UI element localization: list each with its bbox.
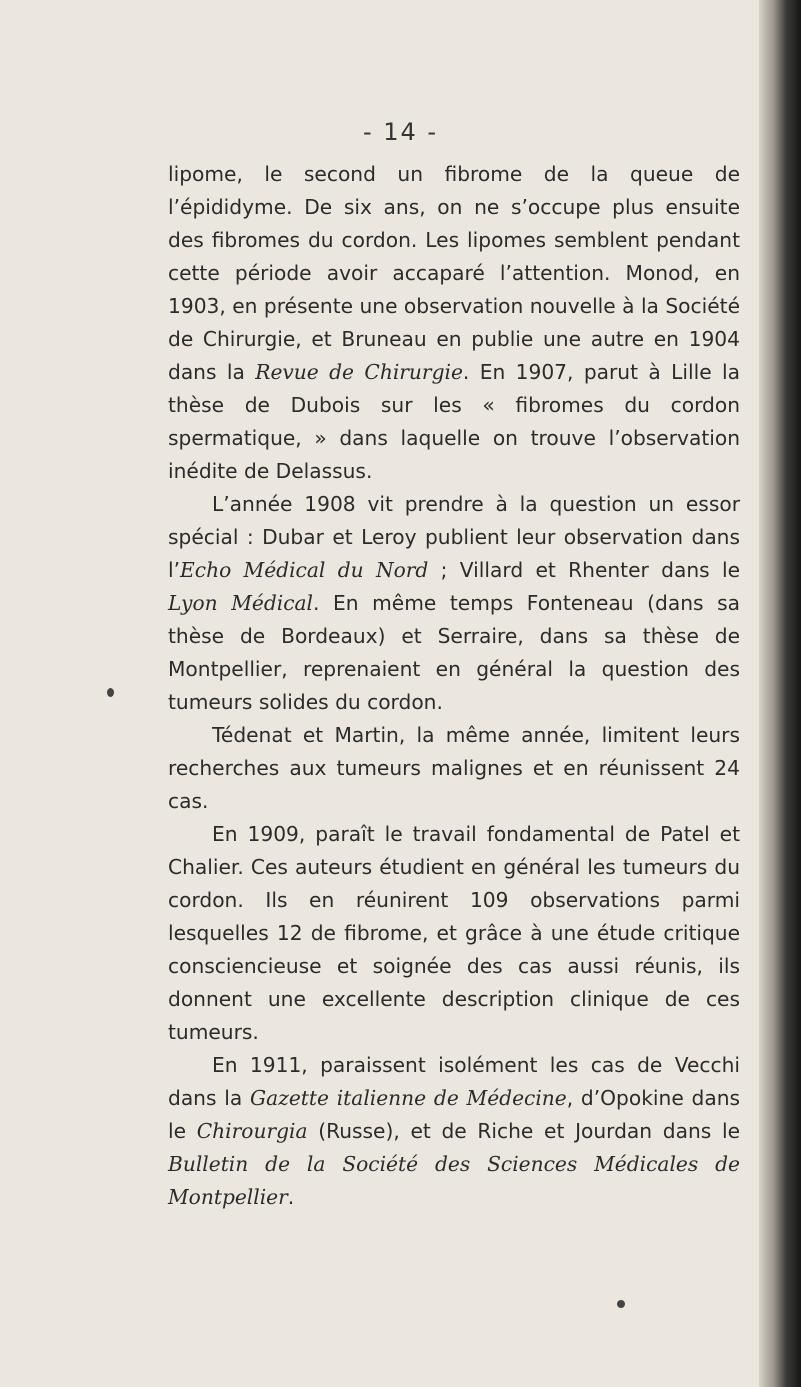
paragraph [168, 1049, 740, 1214]
text-run: ; Villard et Rhenter dans le [428, 558, 740, 582]
body-text [168, 158, 740, 1214]
text-run: . En 1907, parut à Lille la thèse de Dubois sur les « fibromes du cordon spermatique, » dans laquelle on trouve l’observation inédite de Delassus. [168, 360, 740, 483]
paragraph [168, 719, 740, 818]
italic-title: Lyon Médical [168, 591, 313, 615]
text-run: . [287, 1185, 295, 1209]
text-run: En 1909, paraît le travail fondamental de Patel et Chalier. Ces auteurs étudient en général les tumeurs du cordon. Ils en réunirent 109 observations parmi lesquelles 12 de fibrome, et grâce à une étude critique consciencieuse et soignée des cas aussi réunis, ils donnent une excellente description clinique de ces tumeurs. [168, 822, 740, 1044]
text-run: En 1911, paraissent isolément les cas de Vecchi dans la [168, 1053, 740, 1110]
italic-title: Echo Médical du Nord [180, 558, 429, 582]
italic-title: Revue de Chirurgie [255, 360, 463, 384]
text-run: lipome, le second un fibrome de la queue de l’épididyme. De six ans, on ne s’occupe plus ensuite des fibromes du cordon. Les lipomes semblent pendant cette période avoir accaparé l’attention. Monod, en 1903, en présente une observation nouvelle à la Société de Chirurgie, et Bruneau en publie une autre en 1904 dans la [168, 162, 740, 384]
ink-speck [617, 1300, 625, 1308]
italic-title: Bulletin de la Société des Sciences Médicales de Montpellier [168, 1152, 740, 1209]
text-run: Tédenat et Martin, la même année, limitent leurs recherches aux tumeurs malignes et en réunissent 24 cas. [168, 723, 740, 813]
paragraph [168, 818, 740, 1049]
page-number: - 14 - [362, 118, 439, 146]
paragraph [168, 158, 740, 488]
text-run: , d’Opokine dans le [168, 1086, 741, 1143]
text-run: L’année 1908 vit prendre à la question un essor spécial : Dubar et Leroy publient leur observation dans l’ [168, 492, 740, 582]
text-run: . En même temps Fonteneau (dans sa thèse de Bordeaux) et Serraire, dans sa thèse de Montpellier, reprenaient en général la question des tumeurs solides du cordon. [168, 591, 740, 714]
text-run: (Russe), et de Riche et Jourdan dans le [307, 1119, 741, 1143]
paragraph [168, 488, 740, 719]
italic-title: Chirourgia [196, 1119, 308, 1143]
book-binding-edge [759, 0, 801, 1387]
italic-title: Gazette italienne de Médecine [250, 1086, 567, 1110]
ink-speck [107, 688, 114, 697]
